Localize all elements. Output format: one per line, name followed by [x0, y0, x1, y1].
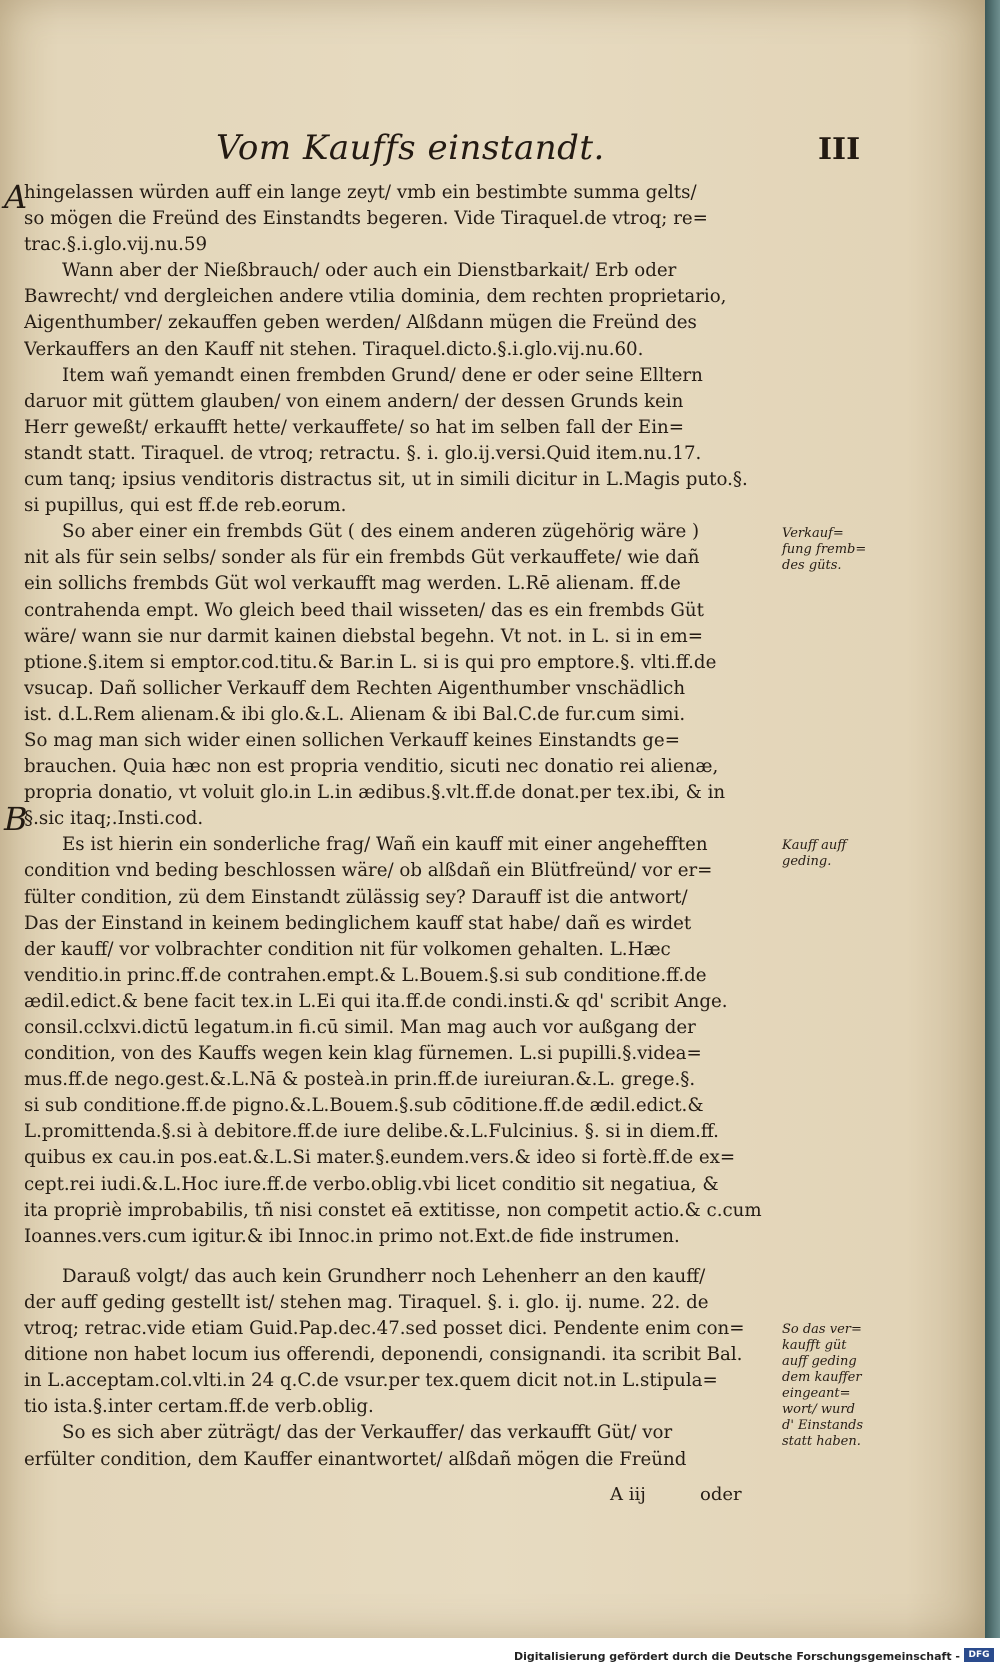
text-line: Es ist hierin ein sonderliche frag/ Wañ ein kauff mit einer angehefften: [62, 834, 708, 856]
text-line: trac.§.i.glo.vij.nu.59: [24, 234, 208, 256]
margin-note-line: d' Einstands: [782, 1418, 864, 1433]
text-line: wäre/ wann sie nur darmit kainen diebstal begehn. Vt not. in L. si in em=: [24, 625, 703, 647]
margin-note-line: statt haben.: [782, 1434, 861, 1449]
text-line: fülter condition, zü dem Einstandt zülässig sey? Darauff ist die antwort/: [24, 886, 688, 908]
margin-initial-a: A: [4, 178, 28, 216]
margin-note-line: fung fremb=: [782, 542, 867, 557]
text-line: erfülter condition, dem Kauffer einantwortet/ alßdañ mögen die Freünd: [24, 1448, 687, 1470]
text-line: der auff geding gestellt ist/ stehen mag. Tiraquel. §. i. glo. ij. nume. 22. de: [24, 1291, 709, 1313]
text-line: So aber einer ein frembds Güt ( des einem anderen zügehörig wäre ): [62, 521, 700, 543]
text-line: ita propriè improbabilis, tñ nisi constet eā extitisse, non competit actio.& c.cum: [24, 1199, 762, 1221]
text-line: tio ista.§.inter certam.ff.de verb.oblig.: [24, 1396, 374, 1418]
text-line: Darauß volgt/ das auch kein Grundherr noch Lehenherr an den kauff/: [62, 1265, 706, 1287]
margin-note-line: wort/ wurd: [782, 1402, 855, 1417]
text-line: ist. d.L.Rem alienam.& ibi glo.&.L. Alienam & ibi Bal.C.de fur.cum simi.: [24, 703, 686, 725]
text-line: L.promittenda.§.si à debitore.ff.de iure delibe.&.L.Fulcinius. §. si in diem.ff.: [24, 1121, 719, 1143]
footer-bar: [0, 1638, 1000, 1674]
text-line: nit als für sein selbs/ sonder als für ein frembds Güt verkauffete/ wie dañ: [24, 547, 700, 569]
text-line: Aigenthumber/ zekauffen geben werden/ Alßdann mügen die Freünd des: [24, 312, 697, 334]
footer-credit: Digitalisierung gefördert durch die Deutsche Forschungsgemeinschaft -: [513, 1650, 960, 1663]
page-number: III: [818, 132, 861, 167]
text-line: cum tanq; ipsius venditoris distractus sit, ut in simili dicitur in L.Magis puto.§.: [24, 469, 748, 491]
margin-note-kauff-auff-geding: [782, 838, 882, 870]
text-line: mus.ff.de nego.gest.&.L.Nā & posteà.in prin.ff.de iureiuran.&.L. grege.§.: [24, 1069, 696, 1091]
text-line: §.sic itaq;.Insti.cod.: [24, 808, 204, 830]
text-line: brauchen. Quia hæc non est propria venditio, sicuti nec donatio rei alienæ,: [24, 756, 719, 778]
signature-mark: A iij: [610, 1484, 646, 1505]
body-text: [24, 180, 784, 1473]
running-head: Vom Kauffs einstandt.: [216, 128, 605, 168]
margin-note-line: des güts.: [782, 558, 842, 573]
text-line: Das der Einstand in keinem bedinglichem kauff stat habe/ dañ es wirdet: [24, 912, 692, 934]
text-line: So mag man sich wider einen sollichen Verkauff keines Einstandts ge=: [24, 729, 680, 751]
text-line: si sub conditione.ff.de pigno.&.L.Bouem.§.sub cōditione.ff.de ædil.edict.&: [24, 1095, 704, 1117]
margin-note-line: eingeant=: [782, 1386, 851, 1401]
text-line: contrahenda empt. Wo gleich beed thail wisseten/ das es ein frembds Güt: [24, 599, 704, 621]
text-line: venditio.in princ.ff.de contrahen.empt.& L.Bouem.§.si sub conditione.ff.de: [24, 964, 707, 986]
text-line: consil.cclxvi.dictū legatum.in fi.cū simil. Man mag auch vor außgang der: [24, 1017, 696, 1038]
text-line: so mögen die Freünd des Einstandts begeren. Vide Tiraquel.de vtroq; re=: [24, 208, 708, 230]
text-line: ptione.§.item si emptor.cod.titu.& Bar.in L. si is qui pro emptore.§. vlti.ff.de: [24, 651, 717, 673]
text-line: der kauff/ vor volbrachter condition nit für volkomen gehalten. L.Hæc: [24, 938, 671, 960]
text-line: ditione non habet locum ius offerendi, deponendi, consignandi. ita scribit Bal.: [24, 1344, 743, 1366]
margin-note-so-das-verkaufft: [782, 1322, 882, 1450]
catchword: oder: [700, 1484, 742, 1505]
margin-note-line: dem kauffer: [782, 1370, 862, 1385]
text-line: propria donatio, vt voluit glo.in L.in ædibus.§.vlt.ff.de donat.per tex.ibi, & in: [24, 782, 726, 804]
text-line: si pupillus, qui est ff.de reb.eorum.: [24, 495, 347, 517]
margin-initial-b: B: [4, 800, 28, 838]
dfg-logo: DFG: [964, 1648, 994, 1662]
page-edge: [985, 0, 1000, 1638]
text-line: Ioannes.vers.cum igitur.& ibi Innoc.in primo not.Ext.de fide instrumen.: [24, 1225, 680, 1247]
text-line: ein sollichs frembds Güt wol verkaufft mag werden. L.Rē alienam. ff.de: [24, 573, 681, 595]
margin-note-line: auff geding: [782, 1354, 857, 1369]
margin-note-line: Verkauf=: [782, 526, 844, 541]
text-line: standt statt. Tiraquel. de vtroq; retractu. §. i. glo.ij.versi.Quid item.nu.17.: [24, 442, 702, 464]
text-line: Verkauffers an den Kauff nit stehen. Tiraquel.dicto.§.i.glo.vij.nu.60.: [24, 338, 644, 360]
margin-note-line: geding.: [782, 854, 832, 869]
text-line: daruor mit güttem glauben/ von einem andern/ der dessen Grunds kein: [24, 390, 684, 412]
text-line: So es sich aber züträgt/ das der Verkauffer/ das verkaufft Güt/ vor: [62, 1422, 673, 1444]
text-line: vsucap. Dañ sollicher Verkauff dem Rechten Aigenthumber vnschädlich: [24, 677, 686, 699]
text-line: vtroq; retrac.vide etiam Guid.Pap.dec.47.sed posset dici. Pendente enim con=: [24, 1318, 745, 1340]
text-line: condition vnd beding beschlossen wäre/ ob alßdañ ein Blütfreünd/ vor er=: [24, 860, 713, 882]
text-line: cept.rei iudi.&.L.Hoc iure.ff.de verbo.oblig.vbi licet conditio sit negatiua, &: [24, 1173, 719, 1195]
margin-note-verkauffung: [782, 526, 882, 574]
margin-note-line: kaufft güt: [782, 1338, 847, 1353]
margin-note-line: Kauff auff: [782, 838, 847, 853]
text-line: condition, von des Kauffs wegen kein klag fürnemen. L.si pupilli.§.videa=: [24, 1043, 702, 1065]
text-line: Bawrecht/ vnd dergleichen andere vtilia dominia, dem rechten proprietario,: [24, 286, 727, 308]
text-line: in L.acceptam.col.vlti.in 24 q.C.de vsur.per tex.quem dicit not.in L.stipula=: [24, 1370, 718, 1392]
text-line: ædil.edict.& bene facit tex.in L.Ei qui ita.ff.de condi.insti.& qd' scribit Ange.: [24, 990, 728, 1012]
text-line: quibus ex cau.in pos.eat.&.L.Si mater.§.eundem.vers.& ideo si fortè.ff.de ex=: [24, 1147, 736, 1169]
text-line: Item wañ yemandt einen frembden Grund/ dene er oder seine Elltern: [62, 364, 703, 386]
text-line: Herr geweßt/ erkaufft hette/ verkauffete/ so hat im selben fall der Ein=: [24, 416, 684, 438]
margin-note-line: So das ver=: [782, 1322, 862, 1337]
text-line: Wann aber der Nießbrauch/ oder auch ein Dienstbarkait/ Erb oder: [62, 260, 677, 282]
text-line: hingelassen würden auff ein lange zeyt/ vmb ein bestimbte summa gelts/: [24, 182, 697, 203]
